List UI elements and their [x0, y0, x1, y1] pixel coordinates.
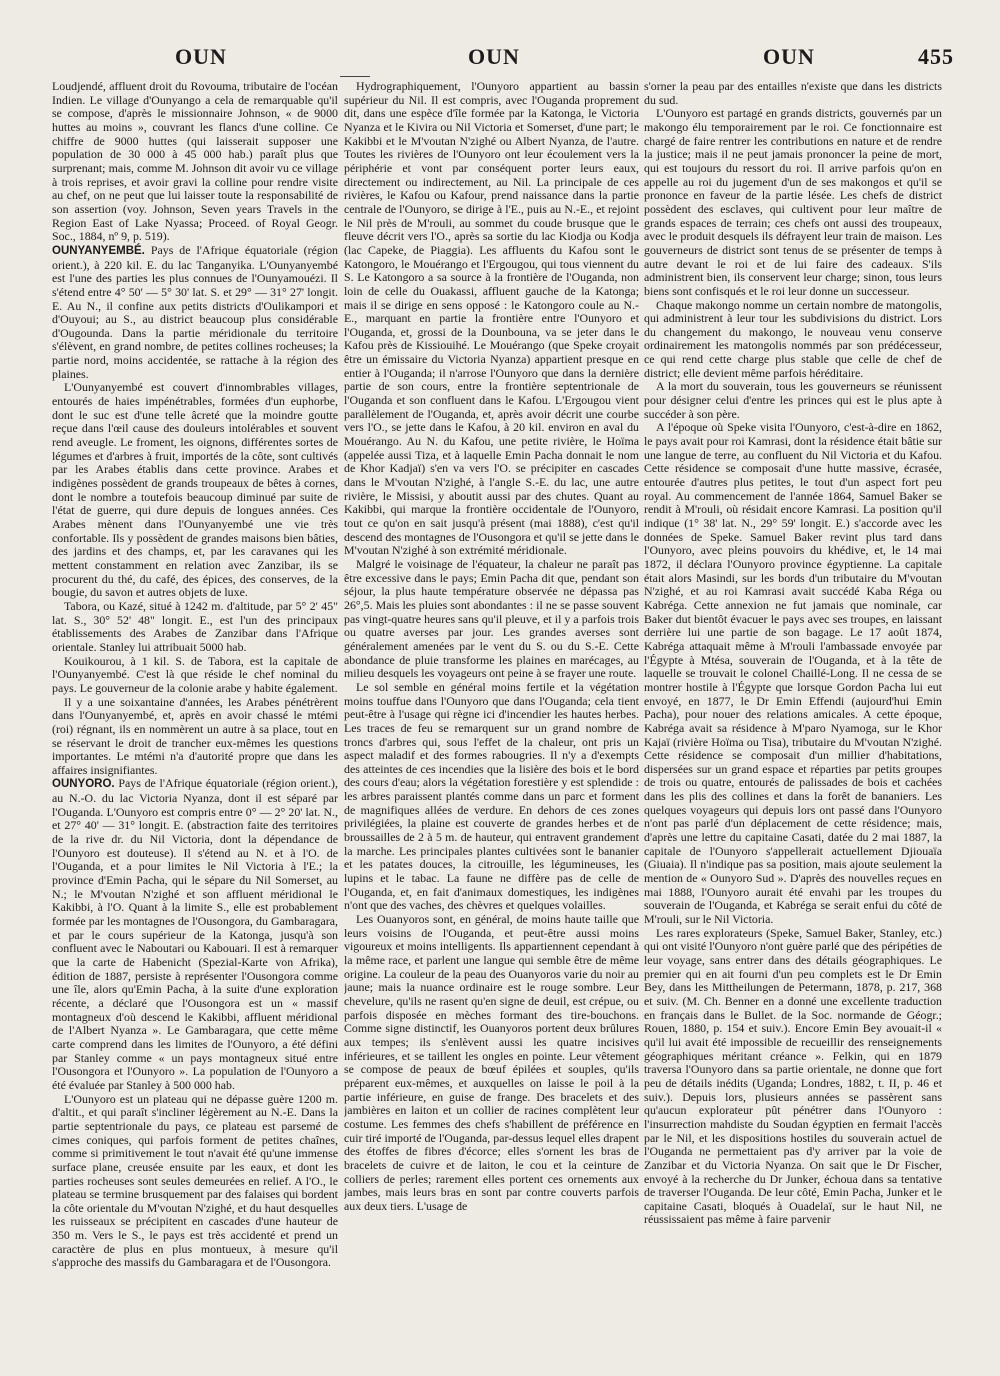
- page-number: 455: [918, 44, 954, 69]
- text-column-1: [52, 80, 338, 1360]
- entry-ounyoro: [52, 777, 338, 1092]
- paragraph: Le sol semble en général moins fertile et la végétation moins touffue dans l'Ounyoro que dans l'Ouganda; cela tient peut-être à l'usage qui règne ici d'incendier les hautes herbes. Les traces de feu se remarquent sur un grand nombre de troncs d'arbres qui, sous l'effet de la chaleur, ont pris un aspect maladif et des formes rabougries. Il n'y a d'exempts des atteintes de ces incendies que la lisière des bois et le bord des cours d'eau; alors la végétation forestière y est splendide : les arbres paraissent plantés comme dans un parc et forment de magnifiques allées de verdure. En dehors de ces zones privilégiées, la plaine est couverte de grandes herbes et de broussailles de 2 à 5 m. de hauteur, qui entravent grandement la marche. Les principales plantes cultivées sont le bananier et les patates douces, la citrouille, les légumineuses, les lupins et le tabac. La faune ne diffère pas de celle de l'Ouganda, et, en fait d'animaux domestiques, les indigènes n'ont que des vaches, des chèvres et quelques volailles.: [344, 679, 639, 913]
- paragraph: Hydrographiquement, l'Ounyoro appartient au bassin supérieur du Nil. Il est compris, avec l'Ouganda proprement dit, dans une espèce d'île formée par la Katonga, le Victoria Nyanza et le Kivira ou Nil Victoria et Somerset, d'une part; le Kakibbi et le M'voutan N'zighé ou Albert Nyanza, de l'autre. Toutes les rivières de l'Ounyoro ont leur écoulement vers la périphérie et vont par conséquent porter leurs eaux, directement ou indirectement, au Nil. La principale de ces rivières, le Kafou ou Kafour, prend naissance dans la partie centrale de l'Ounyoro, se dirige à l'E., puis au N.-E., et rejoint le Nil près de M'rouli, au sommet du coude brusque que le fleuve décrit vers l'O., après sa sortie du lac Kiodja ou Kodja (lac Capeke, de Piaggia). Les affluents du Kafou sont le Katongoro, le Mouérango et l'Ergougou, qui tous viennent du S. Le Katongoro a sa source à la frontière de l'Ouganda, non loin de celle du Ouakassi, affluent gauche de la Katonga; mais il se dirige en sens opposé : le Katongoro coule au N.-E., marquant en partie la frontière entre l'Ounyoro et l'Ouganda, et, grossi de la Dounbouna, va se jeter dans le Kafou près de Kissiouihé. Le Mouérango (que Speke croyait être un émissaire du Victoria Nyanza) appartient presque en entier à l'Ouganda; il n'arrose l'Ounyoro que dans la dernière partie de son cours, entre la frontière septentrionale de l'Ouganda et son confluent dans le Kafou. L'Ergougou vient parallèlement de l'Ouganda, et, après avoir décrit une courbe vers l'O., se jette dans le Kafou, à 20 kil. environ en aval du Mouérango. Au N. du Kafou, une petite rivière, le Hoïma (appelée aussi Tiza, et à laquelle Emin Pacha donnait le nom de Khor Kadjaï) s'en va vers l'O. se précipiter en cascades dans le M'voutan N'zighé, à l'angle S.-E. du lac, une autre rivière, le Missisi, y aboutit aussi par des chutes. Quant au Kakibbi, qui marque la frontière occidentale de l'Ounyoro, tout ce qu'on en sait jusqu'à présent (mai 1888), c'est qu'il descend des montagnes de l'Ousongora et qu'il se jette dans le M'voutan N'zighé à son extrémité méridionale.: [344, 80, 639, 558]
- paragraph: Il y a une soixantaine d'années, les Arabes pénétrèrent dans l'Ounyanyembé, et, après en avoir chassé le mtémi (roi) régnant, ils en nommèrent un autre à sa place, tout en se réservant le droit de trancher eux-mêmes les questions importantes. Le mtémi n'a d'autorité propre que dans les affaires insignifiantes.: [52, 694, 338, 777]
- text-column-2: [344, 80, 639, 1360]
- paragraph: Tabora, ou Kazé, situé à 1242 m. d'altitude, par 5° 2' 45" lat. S., 30° 52' 48" longit. E., est l'un des principaux établissements des Arabes de Zanzibar dans l'Afrique orientale. Stanley lui attribuait 5000 hab.: [52, 598, 338, 654]
- running-head-right: OUN: [763, 44, 815, 69]
- header-rule: [340, 76, 370, 77]
- paragraph: Chaque makongo nomme un certain nombre de matongolis, qui administrent à leur tour les subdivisions du district. Lors du changement du makongo, le nouveau venu conserve ordinairement les matongolis nommés par son prédécesseur, ce qui rend cette charge plus stable que celle de chef de district; elle devient même parfois héréditaire.: [644, 297, 942, 380]
- paragraph: L'Ounyoro est un plateau qui ne dépasse guère 1200 m. d'altit., et qui paraît s'incliner légèrement au N.-E. Dans la partie septentrionale du pays, ce plateau est parsemé de cimes coniques, qui parfois forment de petites chaînes, comme si primitivement le tout n'avait été qu'une immense surface plane, creusée ensuite par les eaux, et dont les parties rocheuses sont seules demeurées en relief. A l'O., le plateau se termine brusquement par des falaises qui bordent la côte orientale du M'voutan N'zighé, et du haut desquelles les ruisseaux se précipitent en cascades d'une hauteur de 350 m. Vers le S., le pays est très accidenté et prend un caractère de plus en plus montueux, à mesure qu'il s'approche des massifs du Gambaragara et de l'Ousongora.: [52, 1091, 338, 1270]
- paragraph: A la mort du souverain, tous les gouverneurs se réunissent pour désigner celui d'entre les princes qui est le plus apte à succéder à son père.: [644, 379, 942, 421]
- paragraph: A l'époque où Speke visita l'Ounyoro, c'est-à-dire en 1862, le pays avait pour roi Kamrasi, dont la résidence était bâtie sur une langue de terre, au confluent du Nil Victoria et du Kafou. Cette résidence se composait d'une hutte massive, écrasée, entourée d'autres plus petites, le tout d'un aspect fort peu royal. Au commencement de l'année 1864, Samuel Baker se rendit à M'rouli, où résidait encore Kamrasi. La position qu'il indique (1° 38' lat. N., 29° 59' longit. E.) s'accorde avec les données de Speke. Samuel Baker revint plus tard dans l'Ounyoro, avec pleins pouvoirs du khédive, et, le 14 mai 1872, il déclara l'Ounyoro province égyptienne. La capitale était alors Masindi, sur les bords d'un tributaire du M'voutan N'zighé, et au roi Kamrasi avait succédé Kaba Réga ou Kabréga. Cette annexion ne fut jamais que nominale, car Baker dut bientôt évacuer le pays avec ses troupes, en laissant derrière lui une partie de son bagage. Le 17 août 1874, Kabréga attaquait même à M'rouli l'ambassade envoyée par l'Égypte à Mtésa, souverain de l'Ouganda, et à la tête de laquelle se trouvait le colonel Chaillé-Long. Il ne cessa de se montrer hostile à l'Égypte que lorsque Gordon Pacha lui eut envoyé, en 1877, le Dr Emin Effendi (aujourd'hui Emin Pacha), pour nouer des relations amicales. A cette époque, Kabréga avait sa résidence à M'paro Nyamoga, sur le Khor Kajaï (rivière Hoïma ou Tisa), tributaire du M'voutan N'zighé. Cette résidence se composait d'un millier d'habitations, dispersées sur un grand espace et réparties par petits groupes de trois ou quatre, entourés de palissades de bois et cachées dans les plis des collines et dans la forêt de bananiers. Les quelques voyageurs qui depuis lors ont passé dans l'Ounyoro n'ont pas parlé d'un déplacement de cette résidence; mais, d'après une lettre du capitaine Casati, datée du 2 mai 1887, la capitale de l'Ounyoro s'appellerait actuellement Djiouaïa (Giuaia). Il n'indique pas sa position, mais ajoute seulement la mention de « Ounyoro Sud ». D'après des nouvelles reçues en mai 1888, l'Ounyoro aurait été envahi par les troupes du souverain de l'Ouganda, et Kabréga se serait enfui du côté de M'rouli, sur le Nil Victoria.: [644, 420, 942, 927]
- running-head-center: OUN: [468, 44, 520, 69]
- paragraph: Malgré le voisinage de l'équateur, la chaleur ne paraît pas être excessive dans le pays; Emin Pacha dit que, pendant son séjour, la plus haute température observée ne dépassa pas 26°,5. Mais les pluies sont abondantes : il ne se passe souvent pas vingt-quatre heures sans qu'il pleuve, et il y a parfois trois ou quatre averses par jour. Les grandes averses sont généralement amenées par le vent du S. ou du S.-E. Cette abondance de pluie transforme les plaines en marécages, au milieu desquels les voyageurs ont peine à se frayer une route.: [344, 556, 639, 681]
- headword: OUNYORO.: [52, 778, 115, 791]
- entry-text: Pays de l'Afrique équatoriale (région orient.), à 220 kil. E. du lac Tanganyika. L'Ounyanyembé est l'une des parties les plus connues de l'Ounyamouézi. Il s'étend entre 4° 50' — 5° 30' lat. S. et 29° — 31° 27' longit. E. Au N., il confine aux petits districts d'Oulikampori et d'Ouyoui; au S., au district beaucoup plus considérable d'Ougounda. Dans la partie méridionale du territoire s'élèvent, en grand nombre, de petites collines rocheuses; la partie nord, moins accidentée, se rattache à la région des plaines.: [52, 242, 338, 381]
- paragraph: L'Ounyoro est partagé en grands districts, gouvernés par un makongo élu temporairement par le roi. Ce fonctionnaire est chargé de faire rentrer les contributions en nature et de rendre la justice; mais il ne peut jamais prononcer la peine de mort, qui est toujours du ressort du roi. Il arrive parfois qu'on en appelle au roi du jugement d'un de ses makongos et qu'il se prononce en faveur de la partie lésée. Les chefs de district possèdent des esclaves, qui cultivent pour leur maître de grands espaces de terrain; ces chefs ont aussi des troupeaux, avec le produit desquels ils défrayent leur train de maison. Les gouverneurs de district sont tenus de se présenter de temps à autre devant le roi et de lui faire des cadeaux. S'ils administrent bien, ils conservent leur charge; sinon, tous leurs biens sont confisqués et le roi leur donne un successeur.: [644, 106, 942, 298]
- paragraph: Loudjendé, affluent droit du Rovouma, tributaire de l'océan Indien. Le village d'Ounyango a cela de remarquable qu'il se compose, d'après le missionnaire Johnson, « de 9000 huttes au moins », couvrant les flancs d'une colline. Ce chiffre de 9000 huttes (qui laisserait supposer une population de 30 000 à 45 000 hab.) paraît plus que surprenant; mais, comme M. Johnson dit avoir vu ce village à trois reprises, et avoir gravi la colline pour rendre visite au chef, on ne peut que lui laisser toute la responsabilité de son assertion (voy. Johnson, Seven years Travels in the Region East of Lake Nyassa; Proceed. of Royal Geogr. Soc., 1884, nº 9, p. 519).: [52, 80, 338, 244]
- entry-text: Pays de l'Afrique équatoriale (région orient.), au N.-O. du lac Victoria Nyanza, dont il est séparé par l'Ouganda. L'Ounyoro est compris entre 0° — 2° 20' lat. N., et 27° 40' — 31° longit. E. (abstraction faite des territoires de la rive dr. du Nil Victoria, dont la dépendance de l'Ounyoro est douteuse). Il s'étend au N. et à l'O. de l'Ouganda, et a pour limites le Nil Victoria à l'E.; la province d'Emin Pacha, qui le sépare du Nil Somerset, au N.; le M'voutan N'zighé et son affluent méridional le Kakibbi, à l'O. Quant à la limite S., elle est probablement formée par les montagnes de l'Ousongora, du Gambaragara, et par le cours supérieur de la Katonga, jusqu'à son confluent avec le Naboutari ou Kabouari. Il est à remarquer que la carte de Habenicht (Spezial-Karte von Afrika), édition de 1887, persiste à représenter l'Ousongora comme une île, alors qu'Emin Pacha, à la suite d'une exploration récente, a déclaré que l'Ousongora est un « massif montagneux d'où descend le Kakibbi, affluent méridional de l'Albert Nyanza ». Le Gambaragara, que cette même carte comprend dans les limites de l'Ounyoro, a été défini par Stanley comme « un pays montagneux situé entre l'Ousongora et l'Ounyoro ». La population de l'Ounyoro a été évaluée par Stanley à 500 000 hab.: [52, 776, 338, 1092]
- entry-ounyanyembe: [52, 244, 338, 382]
- text-column-3: [644, 80, 942, 1360]
- paragraph: Kouikourou, à 1 kil. S. de Tabora, est la capitale de l'Ounyanyembé. C'est là que réside le chef nominal du pays. Le gouverneur de la colonie arabe y habite également.: [52, 653, 338, 695]
- paragraph: Les rares explorateurs (Speke, Samuel Baker, Stanley, etc.) qui ont visité l'Ounyoro n'ont guère parlé que des péripéties de leur voyage, sans entrer dans des détails géographiques. Le premier qui en ait fourni d'un peu complets est le Dr Emin Bey, dans les Mittheilungen de Petermann, 1878, p. 217, 368 et suiv. (M. Ch. Benner en a donné une excellente traduction en français dans le Bullet. de la Soc. normande de Géogr.; Rouen, 1880, p. 154 et suiv.). Encore Emin Bey avouait-il « qu'il lui avait été impossible de recueillir des renseignements géographiques méritant créance ». Felkin, qui en 1879 traversa l'Ounyoro dans sa partie orientale, ne donne que fort peu de détails inédits (Uganda; Londres, 1882, t. II, p. 46 et suiv.). Depuis lors, plusieurs années se passèrent sans qu'aucun explorateur pût pénétrer dans l'Ounyoro : l'insurrection mahdiste du Soudan égyptien en fermait l'accès par le Nil, et les dispositions hostiles du souverain actuel de l'Ouganda ne permettaient pas d'y arriver par la voie de Zanzibar et du Victoria Nyanza. On sait que le Dr Fischer, envoyé à la recherche du Dr Junker, échoua dans sa tentative de traverser l'Ouganda. De leur côté, Emin Pacha, Junker et le capitaine Casati, bloqués à Ouadelaï, sur le haut Nil, ne réussissaient pas même à faire parvenir: [644, 925, 942, 1227]
- paragraph: L'Ounyanyembé est couvert d'innombrables villages, entourés de haies impénétrables, formées d'un euphorbe, dont le suc est d'une telle âcreté que la moindre goutte reçue dans l'œil cause des douleurs intolérables et souvent rend aveugle. Le froment, les oignons, différentes sortes de légumes et d'arbres à fruit, importés de la côte, sont cultivés par les Arabes établis dans cette province. Arabes et indigènes possèdent de grands troupeaux de bêtes à cornes, dont le nombre a toutefois beaucoup diminué par suite de l'état de guerre, qui dure depuis de longues années. Ces Arabes mènent dans l'Ounyanyembé une vie très confortable. Ils y possèdent de grandes maisons bien bâties, des jardins et des champs, et, par les caravanes qui les mettent constamment en relation avec Zanzibar, ils se procurent du thé, du café, des épices, des conserves, de la bougie, du savon et autres objets de luxe.: [52, 380, 338, 600]
- paragraph: s'orner la peau par des entailles n'existe que dans les districts du sud.: [644, 80, 942, 107]
- headword: OUNYANYEMBÉ.: [52, 244, 145, 257]
- paragraph: Les Ouanyoros sont, en général, de moins haute taille que leurs voisins de l'Ouganda, et peut-être aussi moins vigoureux et moins intelligents. Ils appartiennent cependant à la même race, et parlent une langue qui semble être de même origine. La couleur de la peau des Ouanyoros varie du noir au jaune; mais la nuance ordinaire est le rouge sombre. Leur chevelure, qu'ils ne rasent qu'en signe de deuil, est crépue, ou parfois disposée en mèches formant des tire-bouchons. Comme signe distinctif, les Ouanyoros portent deux brûlures aux tempes; ils s'enlèvent aussi les quatre incisives inférieures, et se taillent les ongles en pointe. Leur vêtement se compose de peaux de bœuf épilées et souples, qu'ils préparent eux-mêmes, et auxquelles on laisse le poil à la partie inférieure, en guise de frange. Des bracelets et des jambières en laiton et un collier de racines complètent leur costume. Les femmes des chefs s'habillent de préférence en cuir tiré importé de l'Ouganda, par-dessus lequel elles drapent des étoffes de fibres d'écorce; elles s'ornent les bras de bracelets de cuivre et de laiton, le cou et la ceinture de colliers de perles; rarement elles portent ces ornements aux jambes, mais leurs bras en sont par contre couverts parfois aux deux tiers. L'usage de: [344, 912, 639, 1213]
- running-head-left: OUN: [175, 44, 227, 69]
